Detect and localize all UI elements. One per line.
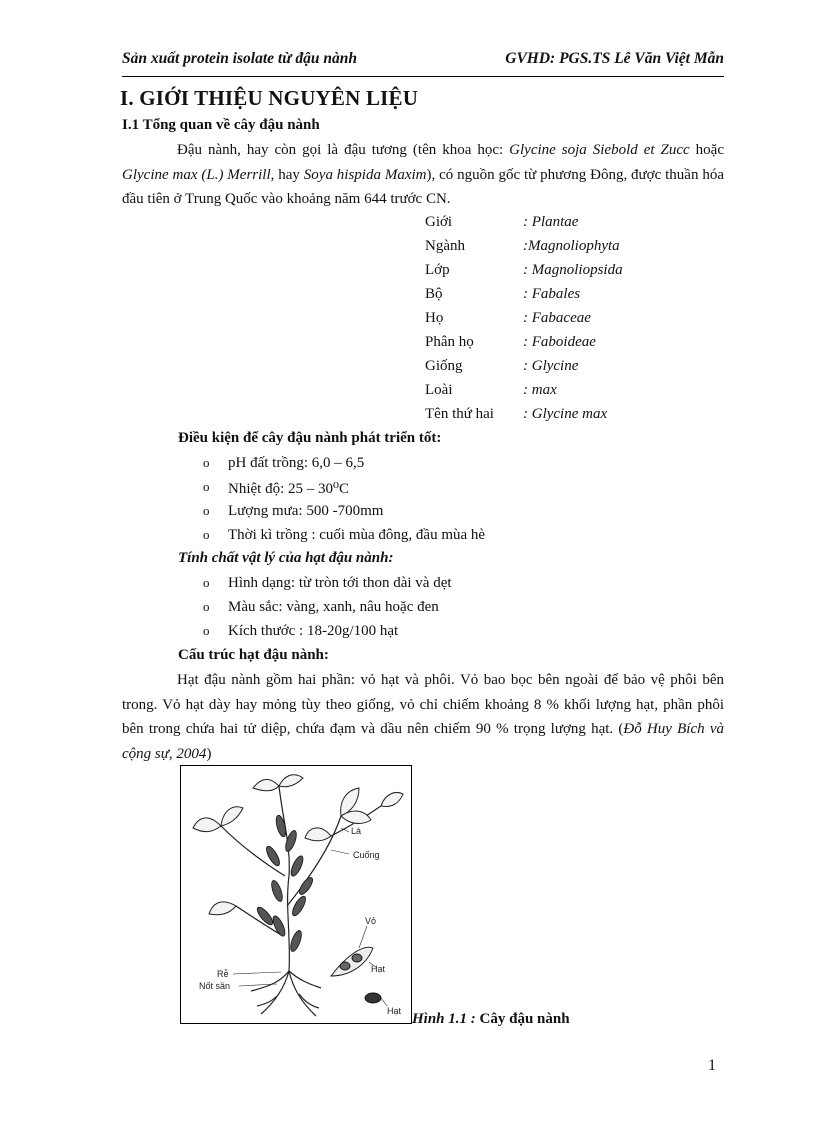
figure-label-stem: Cuống xyxy=(353,850,380,860)
soybean-plant-figure xyxy=(180,765,412,1024)
properties-heading: Tính chất vật lý của hạt đậu nành: xyxy=(178,550,394,566)
subsection-title: I.1 Tổng quan về cây đậu nành xyxy=(122,117,320,133)
figure-label-leaf: Lá xyxy=(351,826,362,836)
figure-label-shell: Vỏ xyxy=(365,916,377,926)
soybean-plant-illustration xyxy=(181,766,411,1023)
header-title: Sản xuất protein isolate từ đậu nành xyxy=(122,50,357,67)
figure-caption: Hình 1.1 : Cây đậu nành xyxy=(412,1011,570,1027)
figure-label-nodule: Nốt sần xyxy=(199,981,231,991)
figure-label-seed: Hạt xyxy=(371,964,386,974)
header-supervisor: GVHD: PGS.TS Lê Văn Việt Mẫn xyxy=(505,50,724,67)
page-number: 1 xyxy=(708,1057,716,1074)
figure-label-seed: Hạt xyxy=(387,1006,402,1016)
header-rule xyxy=(122,76,724,77)
intro-paragraph: Đậu nành, hay còn gọi là đậu tương (tên khoa học: Glycine soja Siebold et Zucc hoặc Glycine max (L.) Merrill, hay Soya hispida Maxim), có nguồn gốc từ phương Đông, được thuần hóa đầu tiên ở Trung Quốc vào khoảng năm 644 trước CN. xyxy=(122,142,724,207)
figure-label-root: Rễ xyxy=(217,969,229,979)
conditions-heading: Điều kiện để cây đậu nành phát triển tốt: xyxy=(178,430,442,446)
section-title: I. GIỚI THIỆU NGUYÊN LIỆU xyxy=(120,86,419,110)
structure-paragraph: Hạt đậu nành gồm hai phần: vỏ hạt và phôi. Vỏ bao bọc bên ngoài để bảo vệ phôi bên trong. Vỏ hạt dày hay mỏng tùy theo giống, vỏ chỉ chiếm khoảng 8 % khối lượng hạt, phần phôi bên trong chứa hai tử diệp, chứa đạm và dầu nên chiếm 90 % trọng lượng hạt. (Đỗ Huy Bích và cộng sự, 2004) xyxy=(122,672,724,762)
page-header xyxy=(122,50,724,74)
structure-heading: Cấu trúc hạt đậu nành: xyxy=(178,647,329,663)
